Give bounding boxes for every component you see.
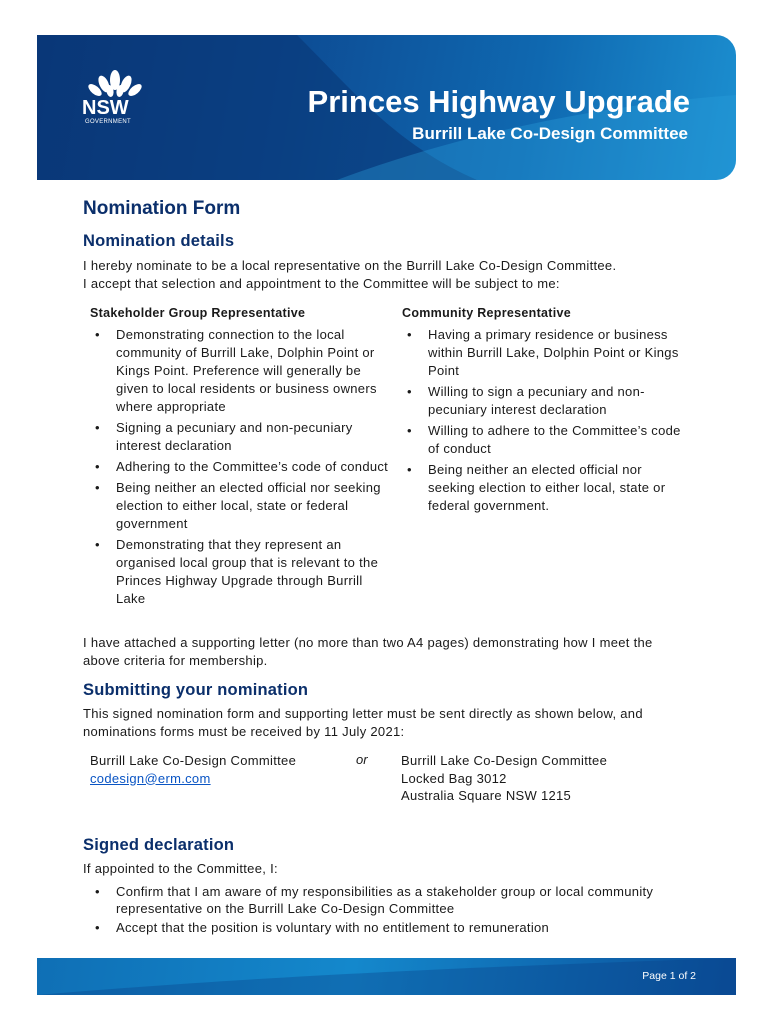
submitting-text: This signed nomination form and supporting letter must be sent directly as shown below, and nominations forms must be received by 11 July 2021: [83,706,643,739]
email-address-block [90,752,340,787]
list-item: • Being neither an elected official nor seeking election to either local, state or federal government. [402,461,684,515]
nomination-intro-line2: I accept that selection and appointment to the Committee will be subject to me: [83,276,560,291]
or-separator: or [356,752,368,767]
list-item: • Accept that the position is voluntary with no entitlement to remuneration [90,920,690,937]
email-recipient-name: Burrill Lake Co-Design Committee [90,753,297,768]
banner-title: Princes Highway Upgrade [307,84,690,119]
community-column-heading: Community Representative [402,306,572,320]
nomination-intro-line1: I hereby nominate to be a local representative on the Burrill Lake Co-Design Committee. [83,258,617,273]
list-item: • Being neither an elected official nor seeking election to either local, state or federal government [90,479,390,533]
stakeholder-column-heading: Stakeholder Group Representative [90,306,306,320]
submitting-heading: Submitting your nomination [83,681,309,699]
list-item: • Willing to adhere to the Committee’s code of conduct [402,422,684,458]
banner-subtitle: Burrill Lake Co-Design Committee [412,124,688,143]
list-item: • Confirm that I am aware of my responsibilities as a stakeholder group or local community representative on the Burrill Lake Co-Design Committee [90,884,690,917]
logo-nsw-text: NSW [82,97,129,119]
postal-line-2: Locked Bag 3012 [401,770,507,786]
email-link[interactable]: codesign@erm.com [90,770,211,786]
postal-recipient-name: Burrill Lake Co-Design Committee [401,753,608,768]
footer-swoosh-decoration [37,958,736,995]
page-number: Page 1 of 2 [642,970,696,982]
list-item: • Having a primary residence or business within Burrill Lake, Dolphin Point or Kings Point [402,326,684,380]
list-item: • Demonstrating connection to the local community of Burrill Lake, Dolphin Point or Kings Point. Preference will generally be given to local residents or business owners where appropriate [90,326,390,416]
declaration-intro: If appointed to the Committee, I: [83,861,278,876]
logo-government-text: GOVERNMENT [85,119,132,125]
list-item: • Demonstrating that they represent an organised local group that is relevant to the Princes Highway Upgrade through Burrill Lake [90,536,390,608]
list-item: • Willing to sign a pecuniary and non-pecuniary interest declaration [402,383,684,419]
supporting-letter-text: I have attached a supporting letter (no more than two A4 pages) demonstrating how I meet the above criteria for membership. [83,635,653,668]
declaration-list [90,884,690,940]
postal-line-3: Australia Square NSW 1215 [401,788,572,803]
footer-banner [37,958,736,995]
nomination-details-heading: Nomination details [83,232,235,250]
signed-declaration-heading: Signed declaration [83,836,235,854]
postal-address-block [401,752,701,805]
list-item: • Signing a pecuniary and non-pecuniary interest declaration [90,419,390,455]
community-criteria-list [402,326,684,518]
form-title: Nomination Form [83,198,241,219]
list-item: • Adhering to the Committee’s code of conduct [90,458,390,476]
stakeholder-criteria-list [90,326,390,611]
